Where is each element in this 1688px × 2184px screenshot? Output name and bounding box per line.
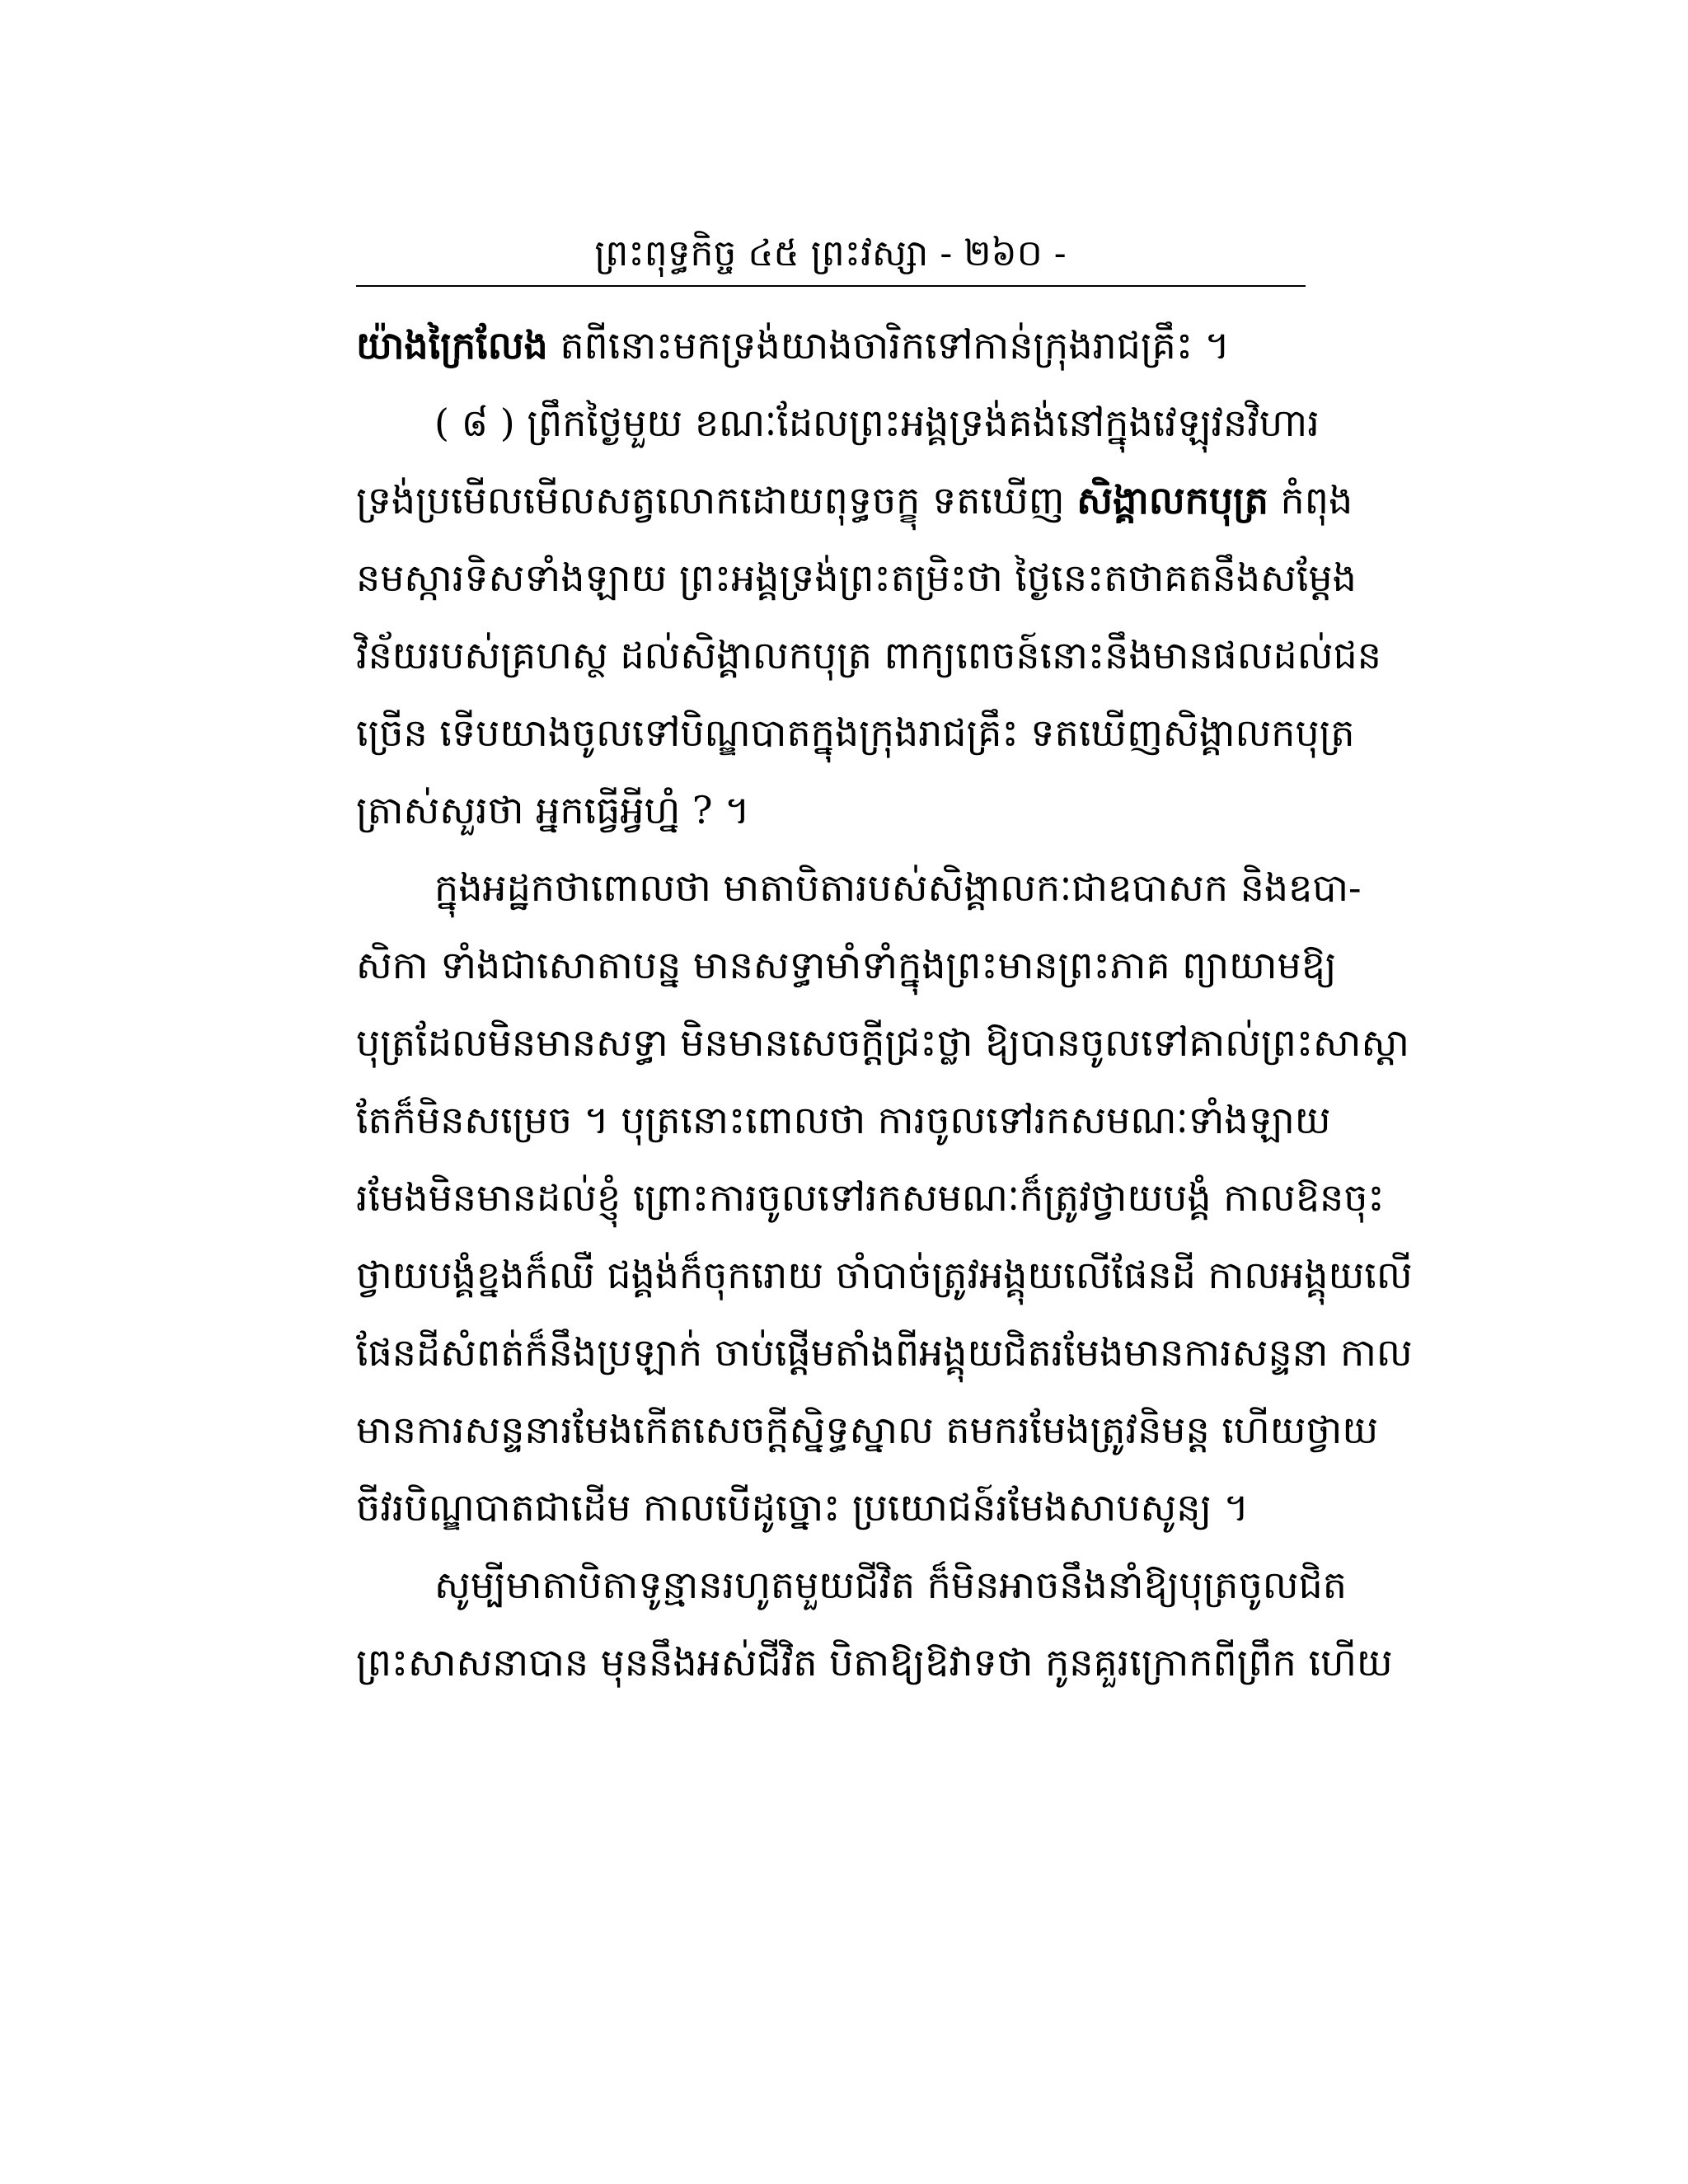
- text-span: ទ្រង់ប្រមើលមើលសត្វលោកដោយពុទ្ធចក្ខុ ទតឃើញ: [356, 478, 1077, 523]
- text-line: មានការសន្ទនារមែងកើតសេចក្តីស្និទ្ធស្នាល តមករមែងត្រូវនិមន្ត ហើយថ្វាយ: [356, 1408, 1379, 1452]
- header-rule: [356, 285, 1306, 287]
- paragraph-start-line: សូម្បីមាតាបិតាទូន្មានរហូតមួយជីវិត ក៏មិនអាចនឹងនាំឱ្យបុត្រចូលជិត: [434, 1563, 1347, 1607]
- text-span: តពីនោះមកទ្រង់យាងចារិកទៅកាន់ក្រុងរាជគ្រឹះ ។: [547, 323, 1230, 368]
- text-line: ច្រើន ទើបយាងចូលទៅបិណ្ឌបាតក្នុងក្រុងរាជគ្រឹះ ទតឃើញសិង្គាលកបុត្រ: [356, 710, 1355, 755]
- text-line: [356, 462, 1353, 539]
- text-span: កំពុង: [1268, 478, 1353, 523]
- text-line: នមស្ការទិសទាំងឡាយ ព្រះអង្គទ្រង់ព្រះតម្រិះថា ថ្ងៃនេះតថាគតនឹងសម្តែង: [356, 555, 1357, 600]
- text-line: ព្រះសាសនាបាន មុននឹងអស់ជីវិត បិតាឱ្យឱវាទថា កូនគួរក្រោកពីព្រឹក ហើយ: [356, 1640, 1393, 1685]
- text-line: [356, 307, 1306, 384]
- text-line: តែក៏មិនសម្រេច ។ បុត្រនោះពោលថា ការចូលទៅរកសមណៈទាំងឡាយ: [356, 1098, 1331, 1142]
- text-line: រមែងមិនមានដល់ខ្ញុំ ព្រោះការចូលទៅរកសមណៈក៏ត្រូវថ្វាយបង្គំ កាលឱនចុះ: [356, 1175, 1385, 1220]
- text-line: វិន័យរបស់គ្រហស្ថ ដល់សិង្គាលកបុត្រ ពាក្យពេចន៍នោះនឹងមានផលដល់ជន: [356, 633, 1381, 677]
- text-line: ថ្វាយបង្គំខ្នងក៏ឈឺ ជង្គង់ក៏ចុករោយ ចាំបាច់ត្រូវអង្គុយលើផែនដី កាលអង្គុយលើ: [356, 1253, 1413, 1297]
- bold-term: យ៉ាងក្រៃលែង: [356, 323, 548, 368]
- text-line: ត្រាស់សួរថា អ្នកធ្វើអ្វីហ្នំ ? ។: [356, 788, 750, 832]
- text-line: ចីវរបិណ្ឌបាតជាដើម កាលបើដូច្នោះ ប្រយោជន៍រមែងសាបសូន្យ ។: [356, 1485, 1250, 1530]
- paragraph-start-line: ក្នុងអដ្ឋកថាពោលថា មាតាបិតារបស់សិង្គាលកៈជាឧបាសក និងឧបា-: [434, 865, 1362, 910]
- paragraph-start-line: ( ៨ ) ព្រឹកថ្ងៃមួយ ខណៈដែលព្រះអង្គទ្រង់គង់នៅក្នុងវេឡុវនវិហារ: [434, 401, 1320, 445]
- text-line: ផែនដីសំពត់ក៏នឹងប្រឡាក់ ចាប់ផ្តើមតាំងពីអង្គុយជិតរមែងមានការសន្ទនា កាល: [356, 1330, 1413, 1375]
- running-header: ព្រះពុទ្ធកិច្ច ៤៥ ព្រះវស្សា - ២៦០ -: [594, 232, 1067, 274]
- text-line: បុត្រដែលមិនមានសទ្ធា មិនមានសេចក្តីជ្រះថ្លា ឱ្យបានចូលទៅគាល់ព្រះសាស្តា: [356, 1020, 1409, 1065]
- text-line: សិកា ទាំងជាសោតាបន្ន មានសទ្ធាមាំទាំក្នុងព្រះមានព្រះភាគ ព្យាយាមឱ្យ: [356, 943, 1337, 987]
- body-text: [356, 307, 1413, 1701]
- bold-term: សិង្គាលកបុត្រ: [1076, 478, 1268, 523]
